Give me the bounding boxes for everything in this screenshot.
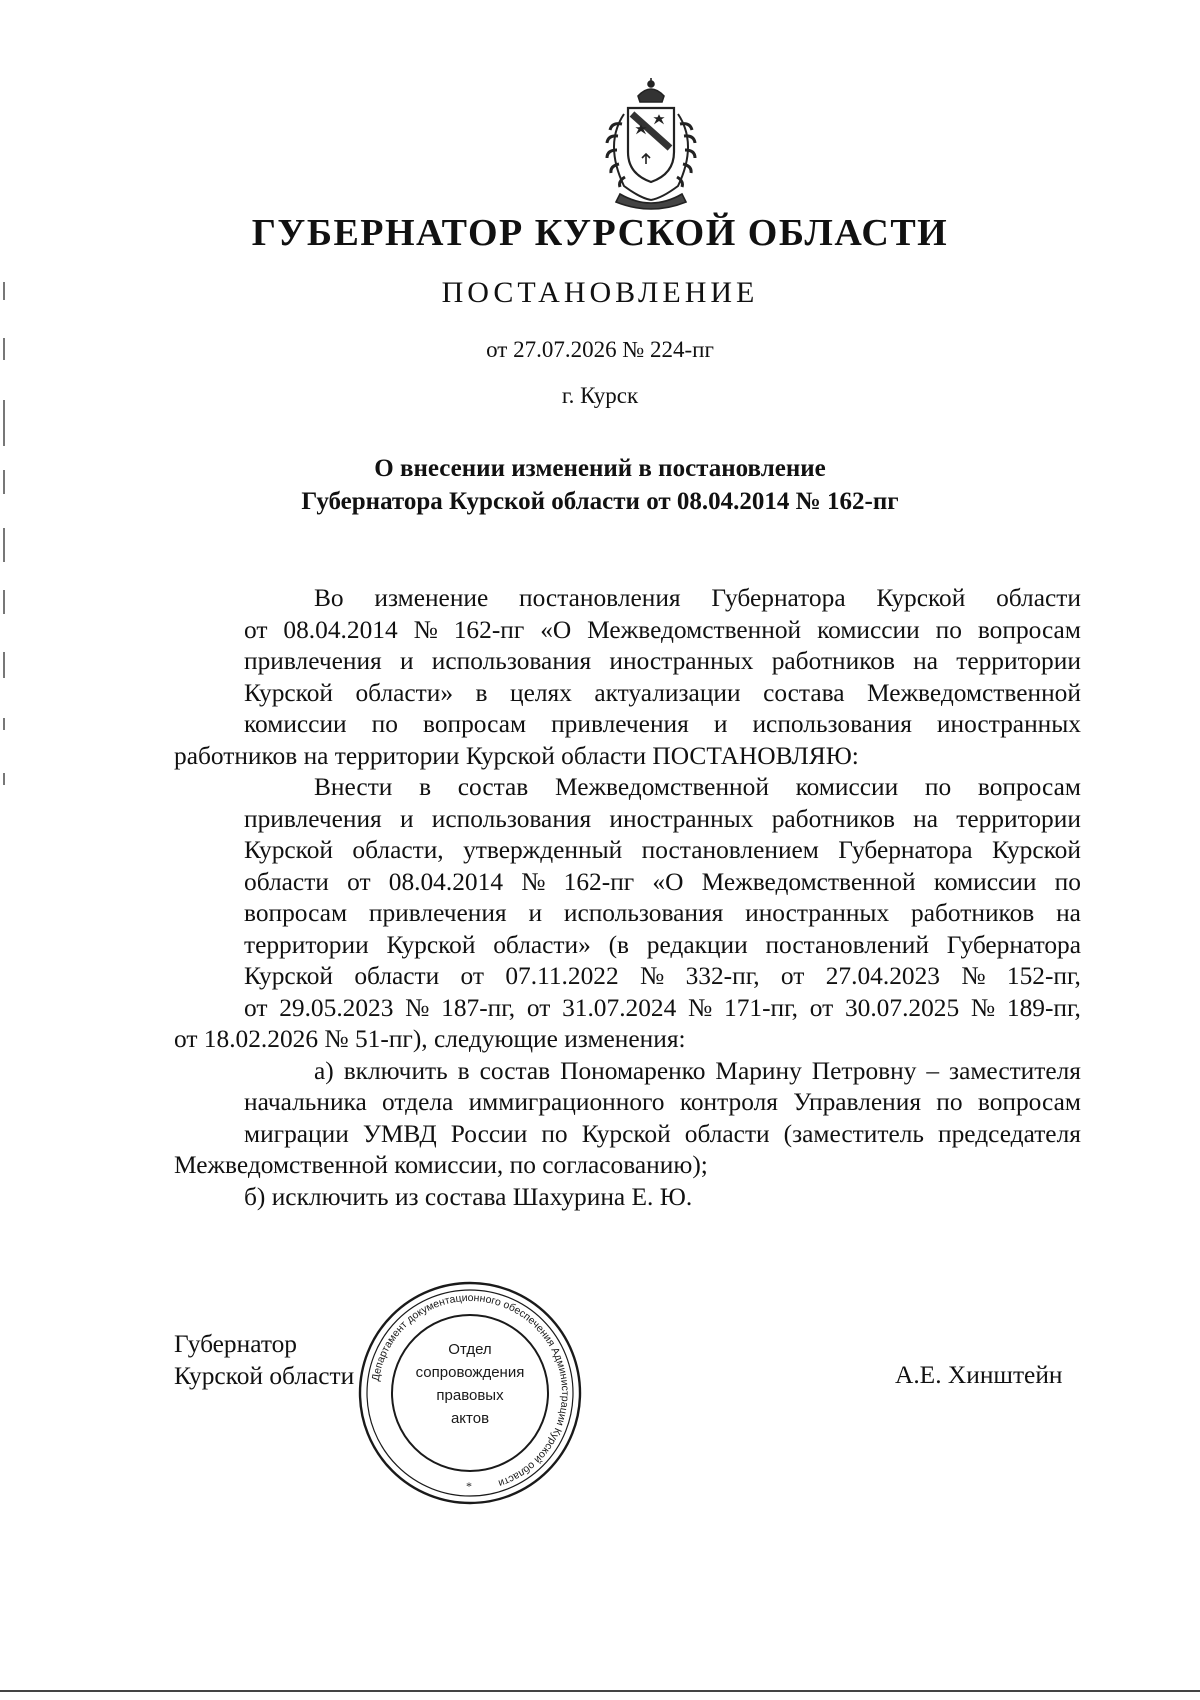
signatory-title-line-2: Курской области — [174, 1362, 355, 1390]
item-b: б) исключить из состава Шахурина Е. Ю. — [244, 1182, 693, 1211]
stamp-center-line: Отдел — [448, 1341, 492, 1358]
text-line: начальника отдела иммиграционного контроля Управления по вопросам — [244, 1088, 1081, 1116]
text-line: Курской области от 07.11.2022 № 332-пг, от 27.04.2023 № 152-пг, — [244, 962, 1081, 990]
stamp-center-line: правовых — [436, 1387, 504, 1404]
text-line: территории Курской области» (в редакции постановлений Губернатора — [244, 930, 1081, 959]
scan-artifact — [3, 652, 5, 678]
scan-artifact — [3, 470, 5, 494]
text-line: области от 08.04.2014 № 162-пг «О Межведомственной комиссии по — [244, 867, 1081, 896]
subject-line-1: О внесении изменений в постановление — [374, 455, 826, 482]
organization-title: ГУБЕРНАТОР КУРСКОЙ ОБЛАСТИ — [251, 212, 949, 254]
page-bottom-edge — [0, 1690, 1200, 1692]
subject-line-2: Губернатора Курской области от 08.04.2014 № 162-пг — [301, 488, 899, 515]
text-line: комиссии по вопросам привлечения и использования иностранных — [244, 710, 1081, 738]
document-subject — [0, 452, 1200, 518]
document-body — [174, 583, 1081, 1213]
scan-artifact — [3, 338, 5, 360]
document-number-date: от 27.07.2026 № 224-пг — [486, 337, 714, 362]
text-line: миграции УМВД России по Курской области (заместитель председателя — [244, 1119, 1081, 1148]
scan-artifact — [3, 718, 5, 730]
paragraph-resolution — [174, 772, 1081, 1056]
stamp-center-line: актов — [450, 1410, 490, 1427]
text-line: Межведомственной комиссии, по согласованию); — [174, 1151, 708, 1179]
scan-artifact — [3, 400, 5, 446]
text-line: от 29.05.2023 № 187-пг, от 31.07.2024 № 171-пг, от 30.07.2025 № 189-пг, — [244, 993, 1081, 1022]
text-line: привлечения и использования иностранных работников на территории — [244, 647, 1081, 675]
text-line: Во изменение постановления Губернатора Курской области — [314, 584, 1081, 612]
document-city: г. Курск — [561, 383, 639, 408]
scan-artifact — [3, 528, 5, 562]
stamp-outer-text: Департамент документационного обеспечения Администрации Курской области — [369, 1291, 572, 1490]
text-line: от 18.02.2026 № 51-пг), следующие изменения: — [174, 1025, 686, 1053]
text-line: работников на территории Курской области ПОСТАНОВЛЯЮ: — [174, 741, 859, 770]
document-type: ПОСТАНОВЛЕНИЕ — [441, 276, 759, 309]
scan-artifact — [3, 773, 5, 785]
text-line: а) включить в состав Пономаренко Марину Петровну – заместителя — [314, 1056, 1081, 1085]
signatory-name: А.Е. Хинштейн — [895, 1361, 1063, 1389]
scan-artifact — [3, 590, 5, 614]
text-line: Внести в состав Межведомственной комиссии по вопросам — [314, 773, 1081, 801]
text-line: Курской области» в целях актуализации состава Межведомственной — [244, 678, 1081, 707]
text-line: вопросам привлечения и использования иностранных работников на — [244, 899, 1081, 927]
signatory-title-line-1: Губернатор — [174, 1330, 297, 1358]
text-line: Курской области, утвержденный постановлением Губернатора Курской — [244, 836, 1081, 864]
coat-of-arms-emblem — [580, 74, 722, 214]
svg-text:*: * — [466, 1479, 472, 1493]
text-line: от 08.04.2014 № 162-пг «О Межведомственной комиссии по вопросам — [244, 615, 1081, 644]
item-a — [174, 1056, 1081, 1182]
signatory-title — [174, 1328, 354, 1392]
scan-artifact — [3, 282, 5, 300]
paragraph-preamble — [174, 583, 1081, 772]
text-line: привлечения и использования иностранных работников на территории — [244, 804, 1081, 833]
stamp-center-text — [395, 1338, 545, 1430]
stamp-center-line: сопровождения — [415, 1364, 525, 1381]
